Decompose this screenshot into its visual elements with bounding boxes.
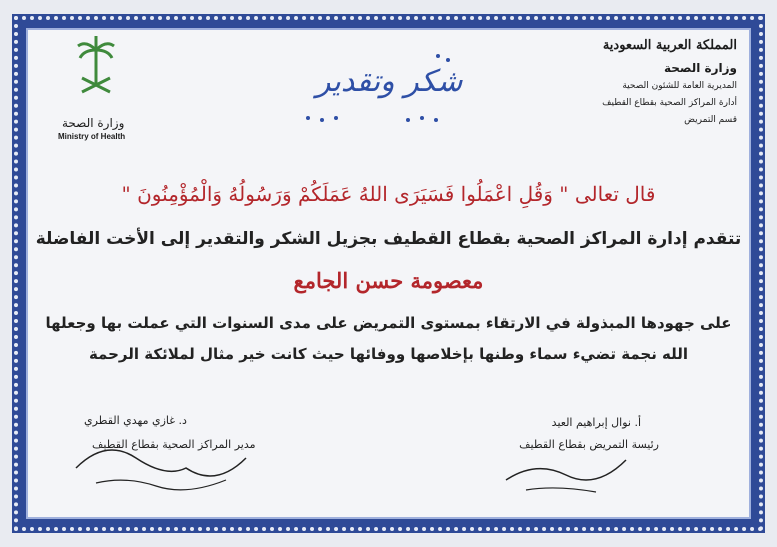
ministry-name: وزارة الصحة <box>663 61 737 75</box>
quran-verse: قال تعالى " وَقُلِ اعْمَلُوا فَسَيَرَى اللهُ عَمَلَكُمْ وَرَسُولُهُ وَالْمُؤْمِنُونَ " <box>121 182 656 206</box>
certificate-title: شكر وتقدير <box>316 64 463 99</box>
directorate-name: المديرية العامة للشئون الصحية <box>622 81 737 91</box>
signature-left <box>66 428 266 498</box>
logo-label-arabic: وزارة الصحة <box>62 116 125 130</box>
certificate-content <box>26 28 751 519</box>
body-text-line-1: على جهودها المبذولة في الارتقاء بمستوى التمريض على مدى السنوات التي عملت بها وجعلها <box>45 314 732 332</box>
kingdom-name: المملكة العربية السعودية <box>602 38 737 53</box>
government-header <box>602 38 737 126</box>
department-name: قسم التمريض <box>684 115 737 125</box>
logo-label-english: Ministry of Health <box>58 132 126 141</box>
recipient-name: معصومة حسن الجامع <box>293 268 484 293</box>
signatory-left-title: مدير المراكز الصحية بقطاع القطيف <box>92 438 256 451</box>
signatory-right-name: أ. نوال إبراهيم العيد <box>551 416 641 429</box>
body-text-line-2: الله نجمة تضيء سماء وطنها بإخلاصها ووفائها حيث كانت خير مثال لملائكة الرحمة <box>88 345 689 363</box>
signatory-left-name: د. غازي مهدي القطري <box>84 414 187 427</box>
signature-right <box>496 440 636 500</box>
intro-line: تتقدم إدارة المراكز الصحية بقطاع القطيف بجزيل الشكر والتقدير إلى الأخت الفاضلة <box>35 229 742 249</box>
administration-name: أدارة المراكز الصحية بقطاع القطيف <box>602 98 737 108</box>
ministry-of-health-logo <box>56 30 136 116</box>
signatory-right-title: رئيسة التمريض بقطاع القطيف <box>519 438 659 451</box>
